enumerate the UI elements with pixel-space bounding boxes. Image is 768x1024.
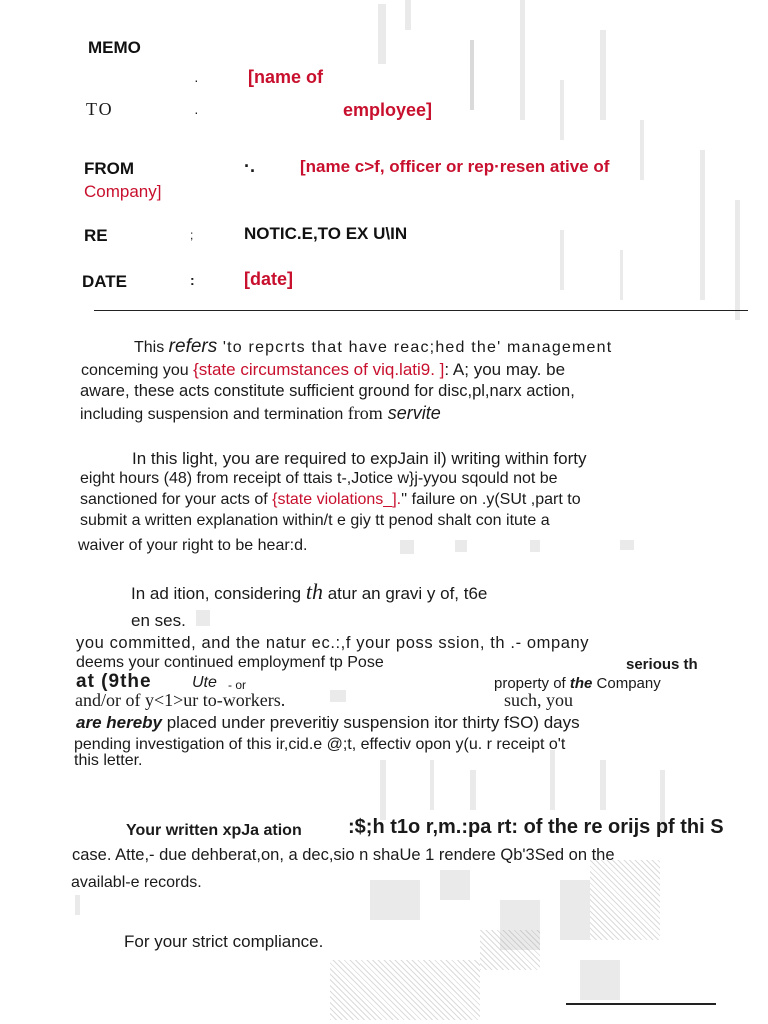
- re-label: RE: [84, 226, 108, 245]
- p1-l1-a: This: [134, 339, 169, 356]
- p3-line4a: deems your continued employmenf tp Pose: [76, 654, 384, 671]
- p1-l4-c: servite: [382, 403, 441, 423]
- to-value-line1: [name of: [248, 67, 324, 87]
- p4-line1b: :$;h t1o r,m.:pa rt: of the re orijs pf thi S: [348, 816, 724, 838]
- p3-l5d-b: the: [569, 675, 593, 692]
- p2-line1: In this light, you are required to expJain il) writing within forty: [132, 449, 587, 468]
- p1-line1: [134, 336, 612, 358]
- p1-l2-c: : A; you may. be: [444, 360, 566, 379]
- signature-line: [566, 1003, 716, 1005]
- bullet-dot: ·: [194, 72, 199, 88]
- p1-l1-b: refers: [168, 336, 218, 357]
- p4-line3: availabl-e records.: [71, 874, 202, 891]
- p2-l3-a: sanctioned for your acts of: [80, 491, 273, 508]
- to-value-line2: employee]: [343, 100, 433, 120]
- from-value-cont: Company]: [84, 182, 162, 201]
- bullet-dot: ·.: [244, 156, 255, 176]
- p1-l1-c: 'to repcrts that have reac;hed the' management: [217, 339, 613, 356]
- re-value: NOTIC.E,TO EX U\IN: [244, 224, 408, 243]
- p3-line9: this letter.: [74, 752, 143, 769]
- p3-line8: pending investigation of this ir,cid.e @;t, effectiv opon y(u. r receipt o't: [74, 736, 566, 753]
- p1-line3: aware, these acts constitute sufficient groʋnd for disc,pl,narx action,: [80, 382, 575, 400]
- p3-line6b: such, you: [504, 690, 573, 710]
- p3-line7: [76, 713, 580, 733]
- p3-l1-b: th: [305, 579, 323, 604]
- p3-line5a: at (9the: [76, 671, 152, 692]
- p2-line4: submit a written explanation within/t e giy tt penod shalt con itute a: [80, 512, 550, 529]
- p1-l4-b: from: [347, 403, 383, 423]
- p2-l3-c: '' failure on .y(SUt ,part to: [401, 491, 581, 508]
- p5-line1: For your strict compliance.: [124, 932, 324, 951]
- date-label: DATE: [82, 272, 128, 291]
- p1-line2: [81, 360, 565, 380]
- p1-l2-a: conceming you: [81, 362, 194, 379]
- p3-line5b: Ute: [192, 674, 217, 691]
- from-label: FROM: [84, 159, 135, 178]
- p1-l2-b: {state circumstances of viq.lati9. ]: [193, 360, 445, 379]
- bullet-dot: :: [190, 272, 195, 288]
- from-value: [name c>f, officer or rep·resen ative of: [300, 157, 610, 176]
- p4-line2: case. Atte,- due dehberat,on, a dec,sio n shaUe 1 rendere Qb'3Sed on the: [72, 846, 615, 864]
- p3-line2: en ses.: [131, 611, 186, 630]
- bullet-dot: ·: [194, 104, 199, 120]
- p3-line1: [131, 579, 487, 605]
- p3-l1-c: atur an gravi y of, t6e: [322, 584, 488, 603]
- p3-line4b: serious th: [626, 656, 698, 673]
- header-divider: [94, 310, 748, 311]
- p2-line3: [80, 491, 581, 509]
- p2-line5: waiver of your right to be hear:d.: [78, 537, 308, 554]
- p1-l4-a: including suspension and termination: [80, 406, 348, 423]
- p2-l3-b: {state violations_].: [272, 491, 402, 508]
- to-label: TO: [86, 99, 114, 119]
- p1-line4: [80, 403, 441, 424]
- p3-line3: you committed, and the natur ec.:,f your poss ssion, th .- ompany: [76, 634, 590, 652]
- p3-l5d-c: Company: [592, 675, 661, 692]
- bullet-dot: ;: [190, 228, 194, 242]
- date-value: [date]: [244, 269, 293, 289]
- p3-l5d-a: property of: [494, 675, 570, 692]
- p4-line1a: Your written xpJa ation: [126, 822, 302, 839]
- p3-l7-a: are hereby: [76, 713, 162, 732]
- p3-line6a: and/or of y<1>ur to-workers.: [75, 690, 286, 710]
- p3-l7-b: placed under preveritiy suspension itor thirty fSO) days: [162, 713, 580, 732]
- p3-l1-a: In ad ition, considering: [131, 584, 306, 603]
- memo-title: MEMO: [88, 38, 141, 57]
- p3-line5c: - or: [228, 678, 246, 692]
- p2-line2: eight hours (48) from receipt of ttais t-,Jotice w}j-yyou sqould not be: [80, 470, 558, 487]
